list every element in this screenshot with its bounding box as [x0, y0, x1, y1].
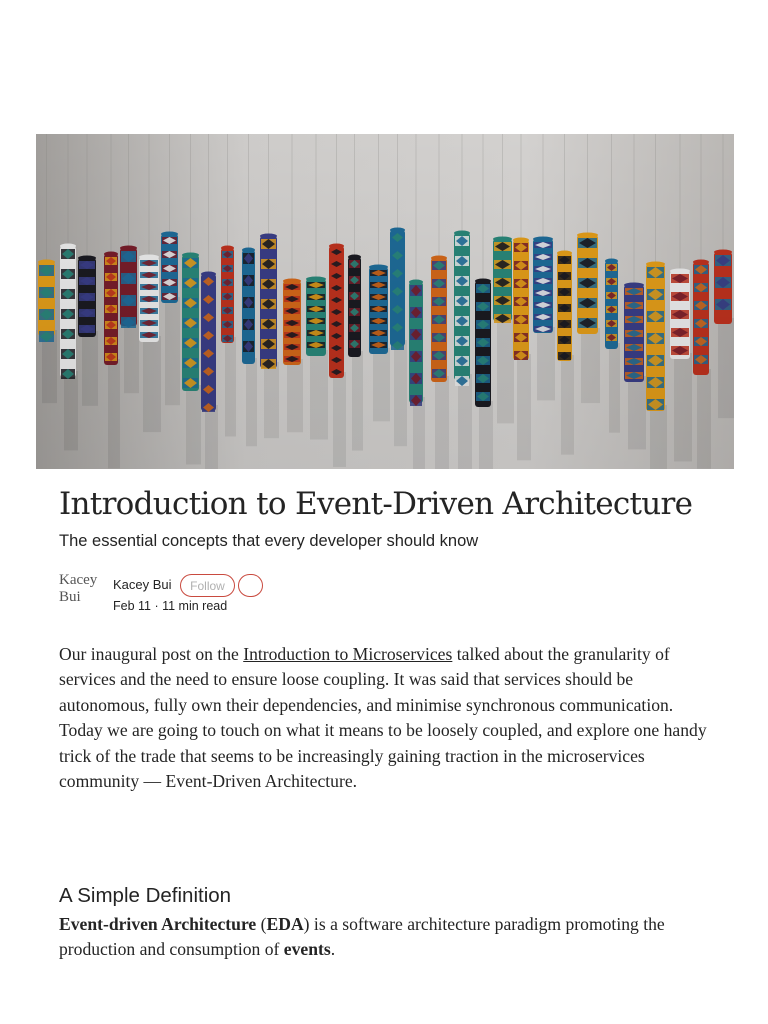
intro-paragraph [59, 642, 719, 794]
intro-text-after: talked about the granularity of services and the need to ensure loose coupling. It was said that services should be autonomous, fully own their dependencies, and minimise synchronous communication. Today we are going to touch on what it means to be loosely coupled, and explore one handy trick of the trade that seems to be increasingly gaining traction in the microservices community — Event-Driven Architecture. [59, 644, 707, 792]
eda-abbr: EDA [266, 914, 304, 934]
article-subtitle: The essential concepts that every developer should know [59, 532, 479, 550]
open-paren: ( [256, 914, 267, 934]
meta-separator: · [151, 599, 163, 613]
events-term: events [283, 939, 331, 960]
eda-term: Event-driven Architecture [59, 914, 257, 934]
microservices-link[interactable]: Introduction to Microservices [243, 644, 453, 664]
avatar-alt-text: Kacey Bui [59, 572, 98, 605]
definition-period: . [330, 939, 336, 960]
hero-image-art [36, 134, 734, 469]
definition-text: ) is a software architecture paradigm promoting the production and consumption of [59, 914, 665, 960]
author-name[interactable]: Kacey Bui [113, 577, 172, 592]
article-meta [113, 599, 227, 613]
publish-date: Feb 11 [113, 599, 151, 613]
article-title: Introduction to Event-Driven Architecture [59, 486, 693, 522]
section-heading: A Simple Definition [59, 884, 232, 907]
author-avatar[interactable] [59, 572, 103, 616]
follow-button[interactable]: Follow [180, 574, 235, 597]
hero-image [36, 134, 734, 469]
subscribe-button[interactable] [238, 574, 263, 597]
definition-paragraph [59, 912, 719, 963]
read-time: 11 min read [162, 599, 228, 613]
intro-text-before: Our inaugural post on the [59, 644, 244, 664]
